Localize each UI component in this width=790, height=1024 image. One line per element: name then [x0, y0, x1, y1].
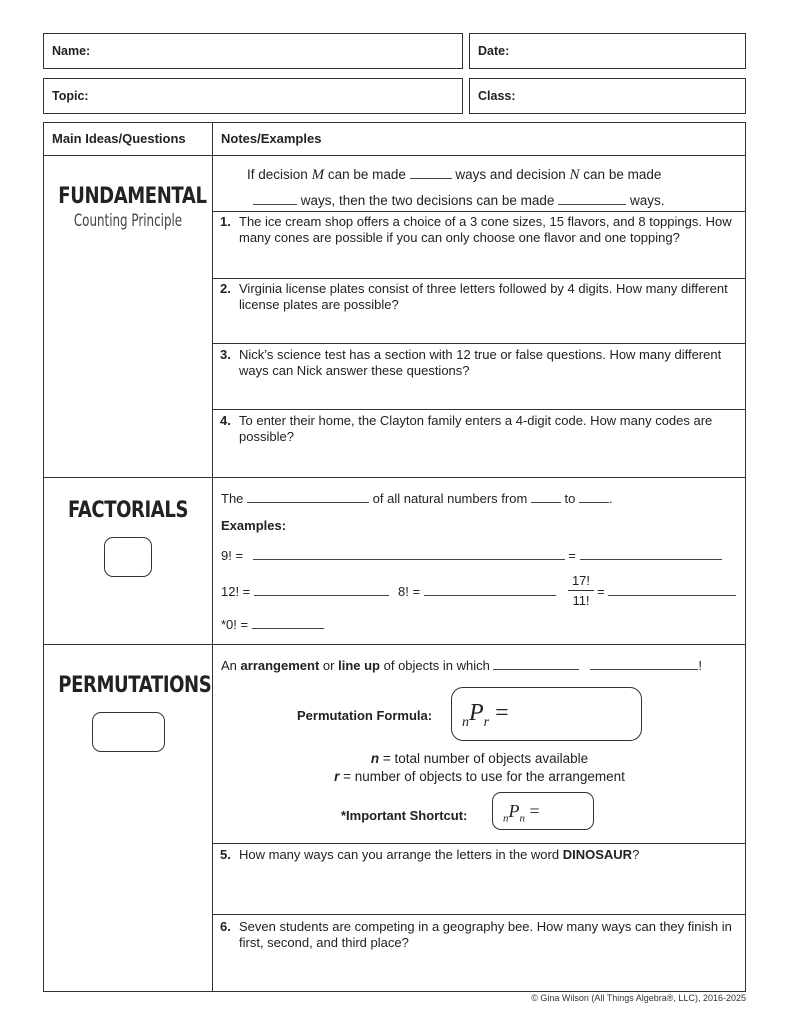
- name-field-box: [43, 33, 463, 69]
- question-text: Nick’s science test has a section with 12 true or false questions. How many different ways can Nick answer these questions?: [239, 347, 722, 378]
- question-keyword: DINOSAUR: [562, 847, 633, 862]
- answer-line[interactable]: [424, 583, 556, 596]
- factorials-title: FACTORIALS: [67, 498, 189, 523]
- factorials-symbol-box[interactable]: [104, 537, 152, 577]
- question-number: 2.: [220, 281, 231, 296]
- blank-line[interactable]: [558, 192, 626, 205]
- equals-sign: =: [597, 584, 605, 599]
- permutations-definition: [221, 657, 702, 673]
- n-definition: [213, 751, 746, 766]
- answer-line[interactable]: [608, 583, 736, 596]
- question-text: Virginia license plates consist of three letters followed by 4 digits. How many different license plates are possible?: [239, 281, 728, 312]
- definition-text: of objects in which: [383, 658, 490, 673]
- answer-line[interactable]: [253, 547, 565, 560]
- topic-label: Topic:: [52, 89, 89, 103]
- question-3: [220, 347, 738, 379]
- definition-text: ways, then the two decisions can be made: [300, 193, 555, 208]
- definition-text: can be made: [583, 167, 662, 182]
- question-text: [239, 847, 738, 863]
- question-text: The ice cream shop offers a choice of a 3 cone sizes, 15 flavors, and 8 toppings. How many cones are possible if you can only choose one flavor and one topping?: [239, 214, 732, 245]
- factorial-example-0: [221, 616, 324, 632]
- class-field-box: [469, 78, 746, 114]
- definition-text: !: [698, 658, 702, 673]
- section-divider: [43, 477, 746, 478]
- blank-line[interactable]: [531, 490, 561, 503]
- question-divider: [213, 278, 746, 279]
- question-5: [220, 847, 738, 863]
- factorials-title-block: [43, 498, 213, 523]
- definition-text: .: [609, 491, 613, 506]
- equals-sign: =: [568, 548, 576, 563]
- definition-text: or: [322, 658, 335, 673]
- date-field-box: [469, 33, 746, 69]
- shortcut-formula-box[interactable]: [492, 792, 594, 830]
- question-number: 6.: [220, 919, 231, 934]
- blank-line[interactable]: [579, 490, 609, 503]
- question-text-part: How many ways can you arrange the letters in the word: [239, 847, 560, 862]
- var-n: N: [569, 167, 580, 183]
- question-4: [220, 413, 738, 445]
- factorial-example-12: [221, 583, 389, 599]
- fundamental-title-block: [43, 184, 213, 231]
- permutation-formula-box[interactable]: [451, 687, 642, 741]
- factorial-fraction: [568, 573, 594, 608]
- shortcut-formula: [503, 801, 540, 825]
- question-text: To enter their home, the Clayton family enters a 4-digit code. How many codes are possible?: [239, 413, 713, 444]
- blank-line[interactable]: [247, 490, 369, 503]
- definition-text: If decision: [247, 167, 308, 182]
- question-2: [220, 281, 738, 313]
- formula-subscript-n: n: [462, 714, 469, 730]
- fundamental-definition: [247, 162, 737, 214]
- col2-header: Notes/Examples: [221, 131, 322, 146]
- definition-text: can be made: [327, 167, 406, 182]
- n-variable: n: [370, 751, 380, 766]
- definition-text: ways.: [629, 193, 665, 208]
- factorial-example-8: [398, 583, 556, 599]
- examples-label: Examples:: [221, 518, 287, 533]
- question-6: [220, 919, 738, 951]
- fundamental-title: FUNDAMENTAL: [58, 184, 207, 209]
- answer-line[interactable]: [254, 583, 389, 596]
- definition-text: of all natural numbers from: [372, 491, 528, 506]
- permutations-symbol-box[interactable]: [92, 712, 165, 752]
- definition-keyword: arrangement: [240, 658, 320, 673]
- r-variable: r: [334, 769, 340, 784]
- date-label: Date:: [478, 44, 510, 58]
- example-label: 12! =: [221, 584, 251, 599]
- fraction-numerator: 17!: [568, 573, 594, 591]
- copyright-footer: © Gina Wilson (All Things Algebra®, LLC), 2016-2025: [531, 993, 746, 1003]
- question-divider: [213, 914, 746, 915]
- question-1: [220, 214, 738, 246]
- factorial-example-9: [221, 547, 722, 563]
- r-description: = number of objects to use for the arrangement: [343, 769, 625, 784]
- equals-sign: =: [495, 700, 509, 726]
- formula-subscript-r: r: [483, 714, 490, 730]
- fundamental-subtitle: Counting Principle: [73, 211, 183, 231]
- question-text: Seven students are competing in a geography bee. How many ways can they finish in first, second, and third place?: [239, 919, 732, 950]
- example-label: *0! =: [221, 617, 249, 632]
- question-divider: [213, 843, 746, 844]
- formula-subscript-n: n: [519, 812, 525, 825]
- example-label: 8! =: [398, 584, 421, 599]
- section-divider: [43, 644, 746, 645]
- definition-keyword: line up: [338, 658, 380, 673]
- r-definition: [213, 769, 746, 784]
- blank-line[interactable]: [410, 166, 452, 179]
- col1-header: Main Ideas/Questions: [52, 131, 186, 146]
- formula-p: P: [469, 700, 484, 726]
- question-divider: [213, 211, 746, 212]
- question-number: 1.: [220, 214, 231, 229]
- factorials-definition: [221, 490, 613, 506]
- fraction-denominator: 11!: [572, 593, 590, 608]
- equals-sign: =: [529, 801, 540, 821]
- permutation-formula-label: Permutation Formula:: [297, 708, 433, 723]
- permutations-title: PERMUTATIONS: [58, 673, 212, 698]
- formula-subscript-n: n: [503, 812, 509, 825]
- fraction-answer: [597, 583, 736, 599]
- answer-line[interactable]: [580, 547, 722, 560]
- permutations-title-block: [43, 673, 213, 698]
- definition-text: An: [221, 658, 237, 673]
- topic-field-box: [43, 78, 463, 114]
- formula-p: P: [508, 801, 520, 821]
- n-description: = total number of objects available: [382, 751, 589, 766]
- definition-text: The: [221, 491, 244, 506]
- var-m: M: [311, 167, 325, 183]
- name-label: Name:: [52, 44, 91, 58]
- blank-line[interactable]: [253, 192, 297, 205]
- shortcut-label: *Important Shortcut:: [341, 808, 468, 823]
- question-number: 3.: [220, 347, 231, 362]
- question-divider: [213, 409, 746, 410]
- question-text-part: ?: [632, 847, 640, 862]
- blank-line[interactable]: [493, 657, 579, 670]
- answer-line[interactable]: [252, 616, 324, 629]
- definition-text: to: [564, 491, 576, 506]
- blank-line[interactable]: [590, 657, 698, 670]
- question-number: 4.: [220, 413, 231, 428]
- question-number: 5.: [220, 847, 231, 862]
- class-label: Class:: [478, 89, 516, 103]
- question-divider: [213, 343, 746, 344]
- example-label: 9! =: [221, 548, 244, 563]
- header-row-divider: [43, 155, 746, 156]
- column-divider: [212, 122, 213, 992]
- definition-text: ways and decision: [455, 167, 566, 182]
- permutation-formula: [462, 700, 509, 731]
